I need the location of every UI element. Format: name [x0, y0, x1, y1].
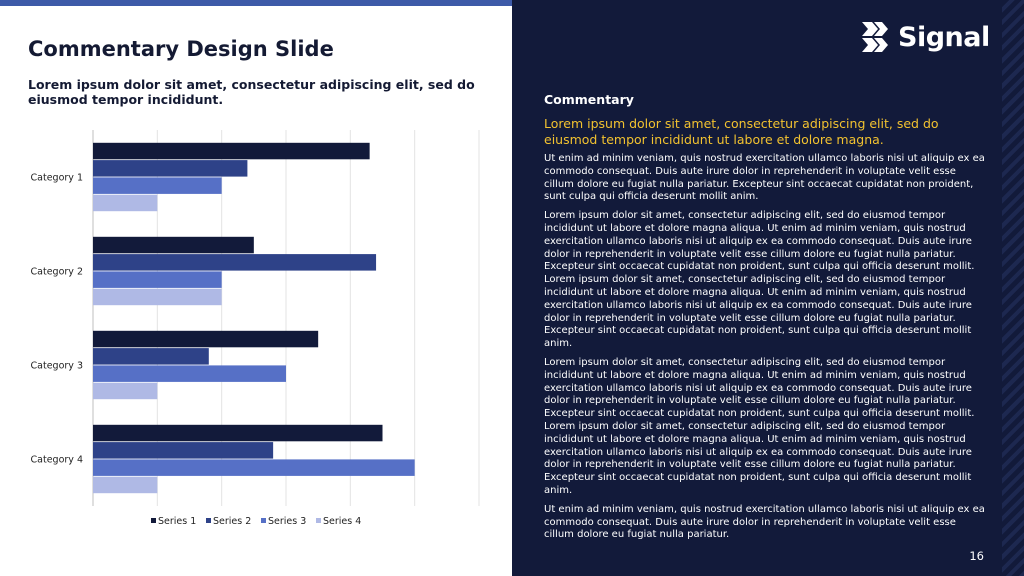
- commentary-body: [544, 153, 988, 548]
- bar: [93, 331, 318, 348]
- bar: [93, 195, 157, 212]
- legend-swatch: [261, 518, 266, 523]
- commentary-paragraph: Ut enim ad minim veniam, quis nostrud exercitation ullamco laboris nisi ut aliquip ex ea commodo consequat. Duis aute irure dolor in reprehenderit in voluptate velit esse cillum dolore eu fugiat nulla pariatur. Excepteur sint occaecat cupidatat non proident, sunt culpa qui officia deserunt mollit anim.: [544, 153, 985, 203]
- commentary-heading: Commentary: [544, 92, 634, 107]
- page-number: 16: [969, 549, 984, 563]
- category-label: Category 1: [30, 172, 83, 184]
- bar: [93, 459, 415, 476]
- legend-label: Series 3: [268, 516, 307, 527]
- legend-swatch: [206, 518, 211, 523]
- bar: [93, 383, 157, 400]
- commentary-paragraph: Lorem ipsum dolor sit amet, consectetur adipiscing elit, sed do eiusmod tempor incididunt ut labore et dolore magna aliqua. Ut enim ad minim veniam, quis nostrud exercitation ullamco laboris nisi ut aliquip ex ea commodo consequat. Duis aute irure dolor in reprehenderit in voluptate velit esse cillum dolore eu fugiat nulla pariatur. Excepteur sint occaecat cupidatat non proident, sunt culpa qui officia deserunt mollit. Lorem ipsum dolor sit amet, consectetur adipiscing elit, sed do eiusmod tempor incididunt ut labore et dolore magna aliqua. Ut enim ad minim veniam, quis nostrud exercitation ullamco laboris nisi ut aliquip ex ea commodo consequat. Duis aute irure dolor in reprehenderit in voluptate velit esse cillum dolore eu fugiat nulla pariatur. Excepteur sint occaecat cupidatat non proident, sunt culpa qui officia deserunt mollit anim.: [544, 210, 975, 350]
- commentary-paragraph: Lorem ipsum dolor sit amet, consectetur adipiscing elit, sed do eiusmod tempor incididunt ut labore et dolore magna aliqua. Ut enim ad minim veniam, quis nostrud exercitation ullamco laboris nisi ut aliquip ex ea commodo consequat. Duis aute irure dolor in reprehenderit in voluptate velit esse cillum dolore eu fugiat nulla pariatur. Excepteur sint occaecat cupidatat non proident, sunt culpa qui officia deserunt mollit. Lorem ipsum dolor sit amet, consectetur adipiscing elit, sed do eiusmod tempor incididunt ut labore et dolore magna aliqua. Ut enim ad minim veniam, quis nostrud exercitation ullamco laboris nisi ut aliquip ex ea commodo consequat. Duis aute irure dolor in reprehenderit in voluptate velit esse cillum dolore eu fugiat nulla pariatur. Excepteur sint occaecat cupidatat non proident, sunt culpa qui officia deserunt mollit anim.: [544, 356, 975, 496]
- legend-swatch: [316, 518, 321, 523]
- category-label: Category 3: [30, 360, 83, 372]
- logo-wordmark: Signal: [898, 21, 990, 53]
- legend-label: Series 1: [158, 516, 197, 527]
- bar: [93, 271, 222, 288]
- bar: [93, 442, 273, 459]
- accent-bar: [0, 0, 512, 6]
- bar: [93, 160, 247, 177]
- bar: [93, 143, 370, 160]
- category-label: Category 4: [30, 454, 83, 466]
- signal-logo: [860, 16, 990, 58]
- commentary-panel: [512, 0, 1024, 576]
- bar: [93, 254, 376, 271]
- page-title: Commentary Design Slide: [28, 37, 334, 61]
- bar: [93, 237, 254, 254]
- commentary-lead: Lorem ipsum dolor sit amet, consectetur adipiscing elit, sed do eiusmod tempor incididunt ut labore et dolore magna.: [544, 116, 939, 147]
- decorative-stripe: [1002, 0, 1024, 576]
- bar: [93, 348, 209, 365]
- page-subtitle: Lorem ipsum dolor sit amet, consectetur adipiscing elit, sed do eiusmod tempor incididunt.: [28, 77, 475, 107]
- signal-logo-icon: [860, 20, 894, 54]
- legend-label: Series 2: [213, 516, 252, 527]
- bar: [93, 289, 222, 306]
- legend-label: Series 4: [323, 516, 362, 527]
- bar: [93, 477, 157, 494]
- category-label: Category 2: [30, 266, 83, 278]
- bar-chart: [20, 120, 490, 540]
- legend-swatch: [151, 518, 156, 523]
- bar: [93, 425, 383, 442]
- bar: [93, 177, 222, 194]
- commentary-paragraph: Ut enim ad minim veniam, quis nostrud exercitation ullamco laboris nisi ut aliquip ex ea commodo consequat. Duis aute irure dolor in reprehenderit in voluptate velit esse cillum dolore eu fugiat nulla pariatur.: [544, 503, 985, 541]
- bar: [93, 365, 286, 382]
